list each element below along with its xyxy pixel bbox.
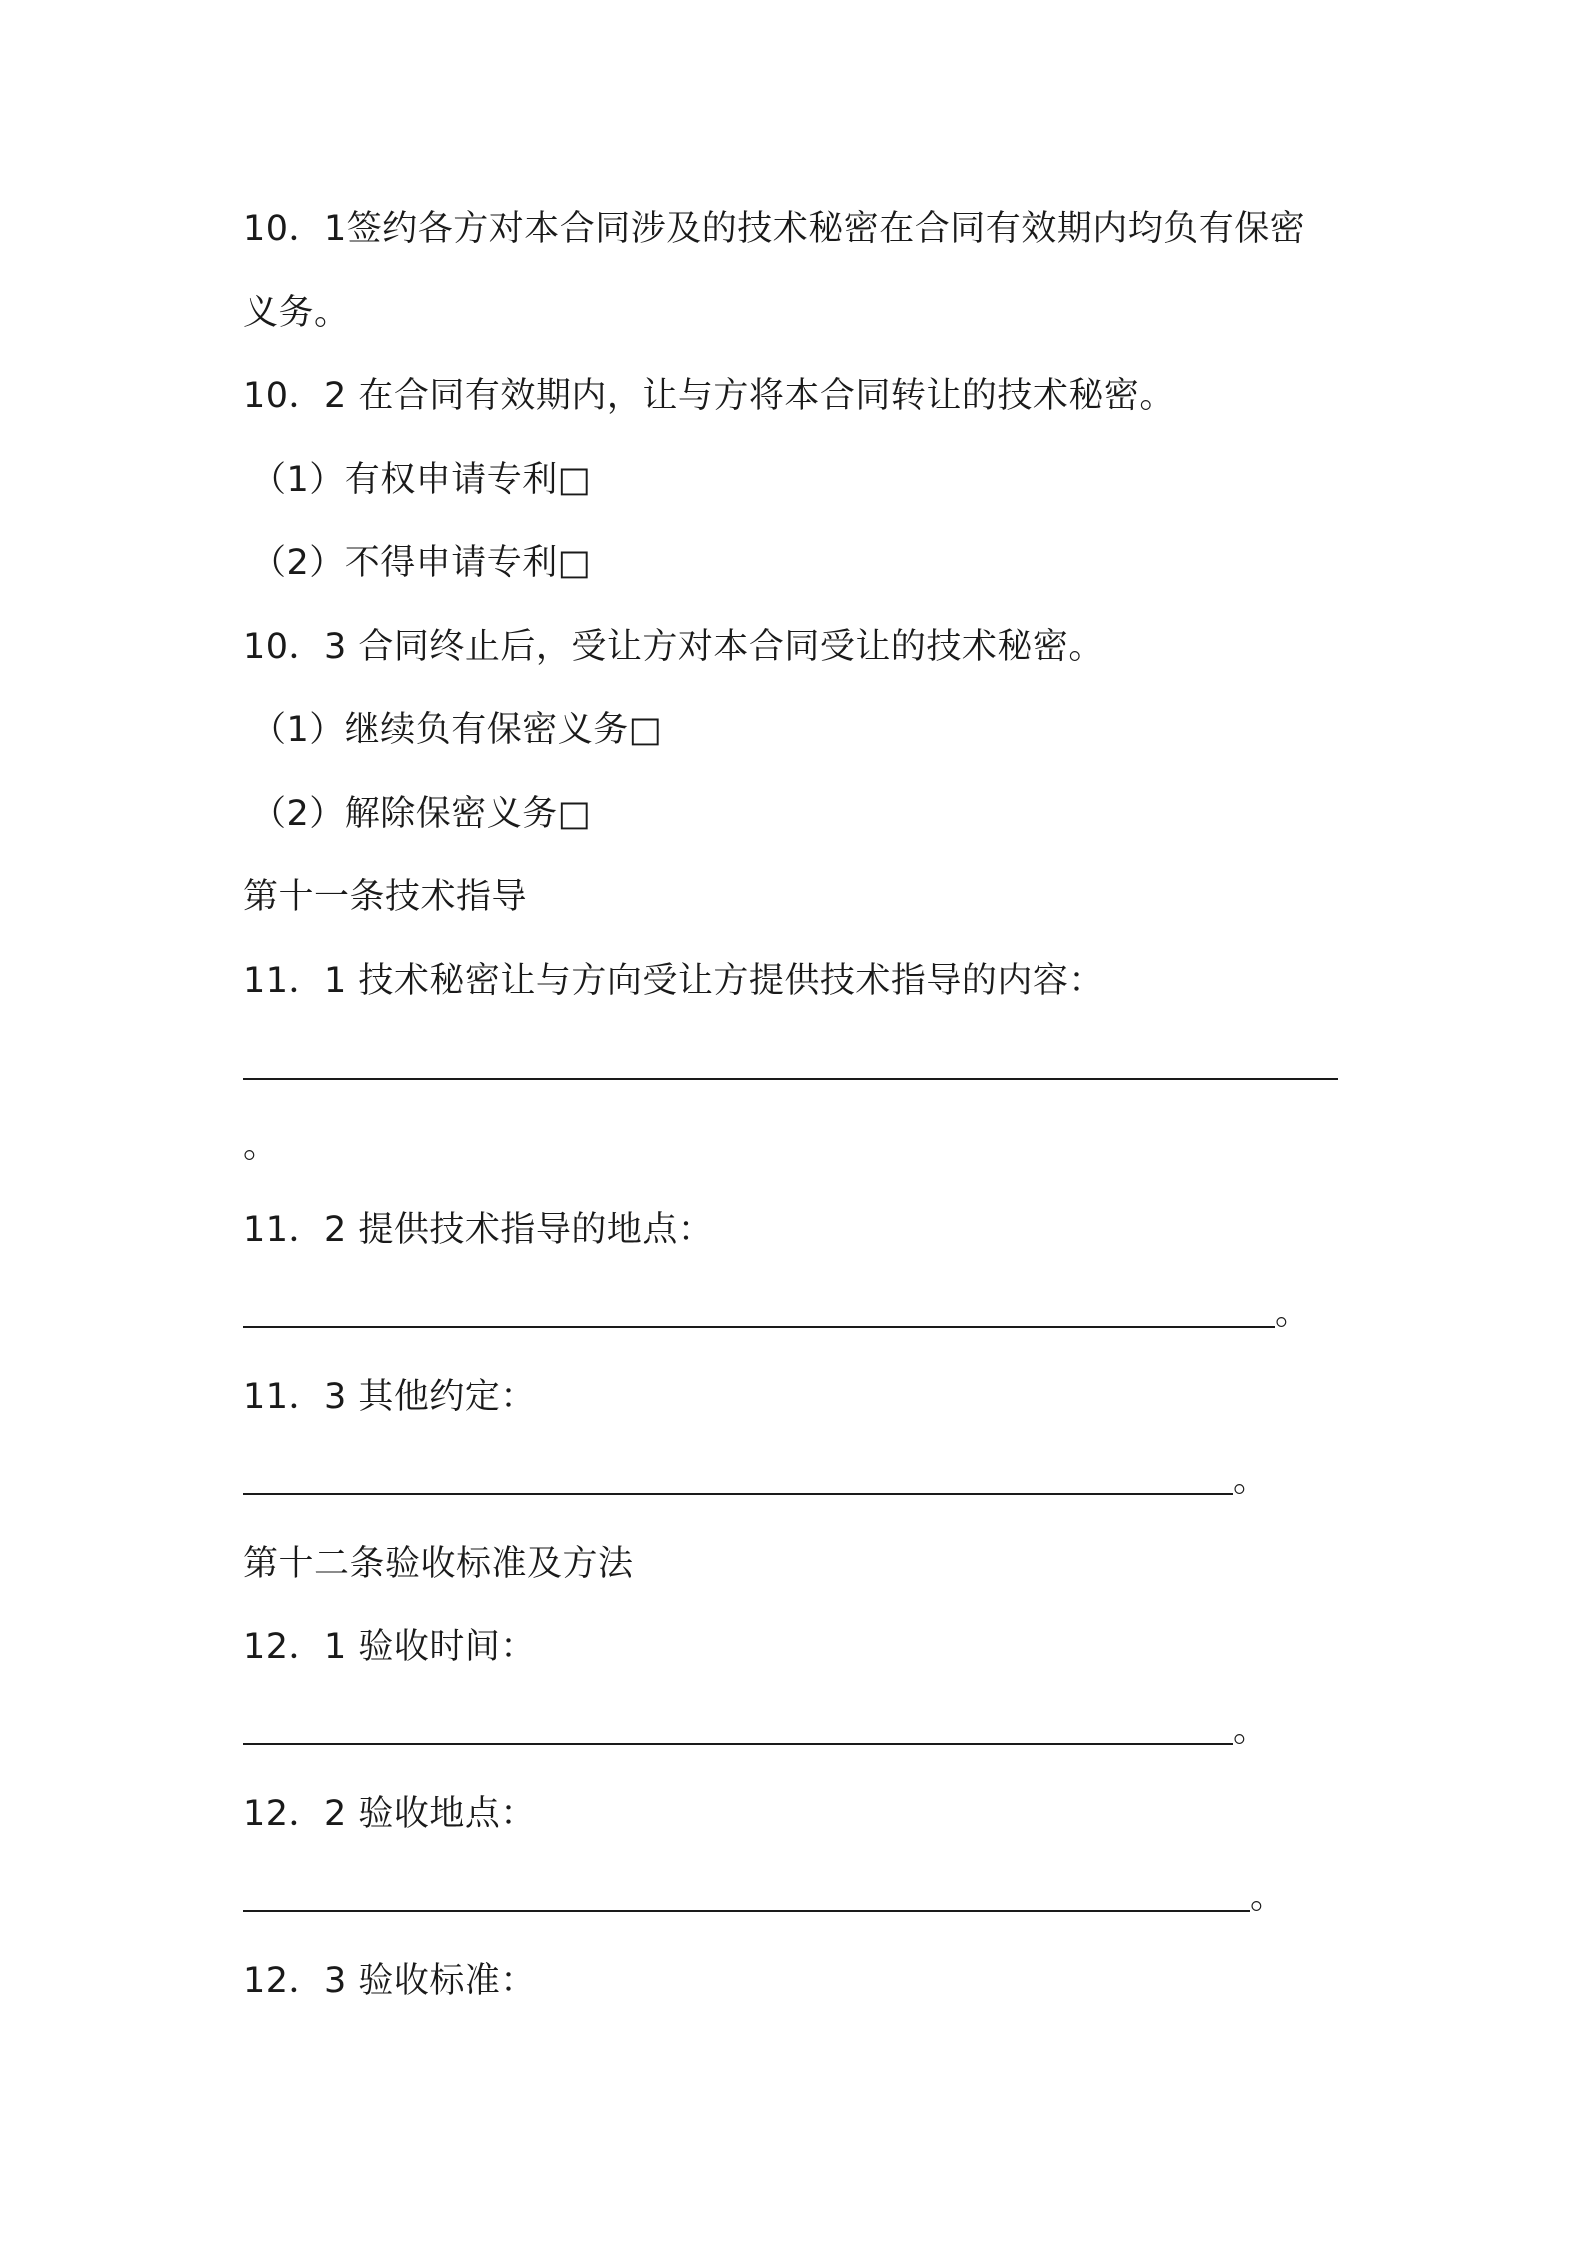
clause-11-1-blank[interactable]	[243, 1042, 1343, 1088]
clause-12-1-period: 。	[1233, 1710, 1269, 1750]
clause-12-2-blank[interactable]	[243, 1874, 1286, 1920]
fill-in-underline	[243, 1493, 1233, 1495]
clause-12-2-period: 。	[1250, 1877, 1286, 1917]
clause-12-2: 12．2 验收地点：	[243, 1794, 536, 1834]
fill-in-underline	[243, 1743, 1233, 1745]
clause-12-1: 12．1 验收时间：	[243, 1627, 536, 1667]
clause-11-2-period: 。	[1275, 1293, 1311, 1333]
fill-in-underline	[243, 1326, 1275, 1328]
clause-11-3: 11．3 其他约定：	[243, 1377, 536, 1417]
clause-11-3-period: 。	[1233, 1460, 1269, 1500]
fill-in-underline	[243, 1910, 1250, 1912]
clause-10-2-option-1[interactable]: （1）有权申请专利□	[251, 460, 592, 500]
fill-in-underline	[243, 1078, 1338, 1080]
clause-11-3-blank[interactable]	[243, 1457, 1269, 1503]
clause-12-3: 12．3 验收标准：	[243, 1961, 536, 2001]
clause-12-1-blank[interactable]	[243, 1707, 1269, 1753]
clause-10-1-line-1: 10．1签约各方对本合同涉及的技术秘密在合同有效期内均负有保密	[243, 209, 1306, 249]
clause-10-2-option-2[interactable]: （2）不得申请专利□	[251, 543, 592, 583]
article-11-heading: 第十一条技术指导	[243, 877, 528, 917]
clause-10-1-line-2: 义务。	[243, 293, 350, 333]
clause-10-3-option-1[interactable]: （1）继续负有保密义务□	[251, 710, 663, 750]
clause-11-2-blank[interactable]	[243, 1290, 1311, 1336]
clause-10-2: 10．2 在合同有效期内，让与方将本合同转让的技术秘密。	[243, 376, 1175, 416]
clause-11-1-period: 。	[243, 1126, 279, 1166]
clause-11-2: 11．2 提供技术指导的地点：	[243, 1210, 714, 1250]
clause-10-3-option-2[interactable]: （2）解除保密义务□	[251, 794, 592, 834]
article-12-heading: 第十二条验收标准及方法	[243, 1544, 634, 1584]
clause-11-1: 11．1 技术秘密让与方向受让方提供技术指导的内容：	[243, 961, 1104, 1001]
clause-10-3: 10．3 合同终止后，受让方对本合同受让的技术秘密。	[243, 627, 1104, 667]
